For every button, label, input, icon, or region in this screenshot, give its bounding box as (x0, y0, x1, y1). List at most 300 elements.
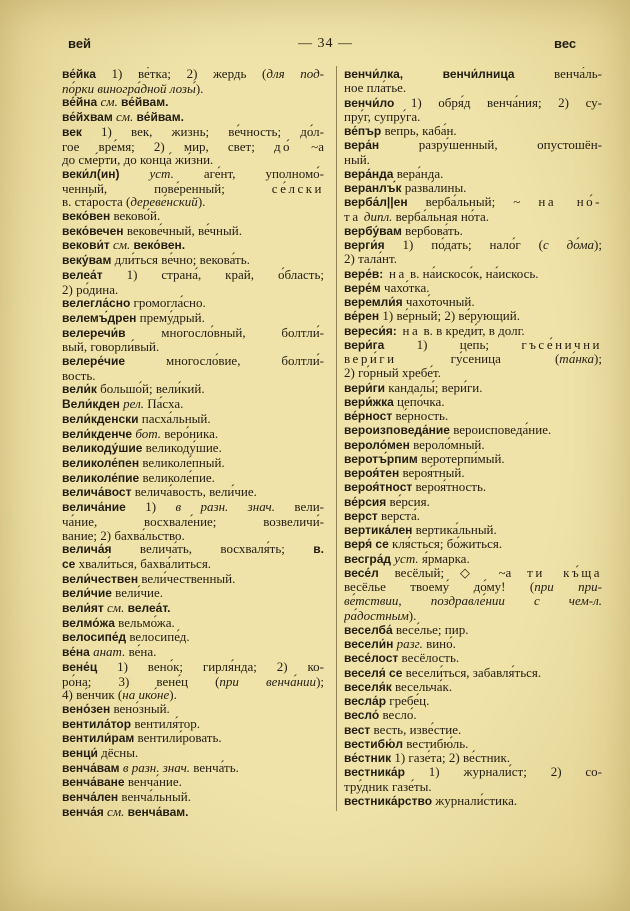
headword: венча́я (62, 804, 104, 819)
dictionary-entry (62, 775, 324, 790)
entry-line (344, 594, 602, 608)
entry-line (344, 694, 602, 708)
translation-text: весельча́к. (391, 678, 453, 694)
headword: вере́в: (344, 266, 384, 281)
headword: венци́ (62, 746, 98, 761)
headword: ве́стник (344, 751, 392, 765)
entry-line (344, 224, 602, 238)
dictionary-entry (62, 761, 324, 776)
translation-text: вентили́ровать. (134, 730, 222, 746)
headword: весе́лост (344, 651, 399, 666)
entry-line (62, 354, 324, 369)
dictionary-entry (344, 495, 602, 509)
entry-line (62, 340, 324, 354)
headword: век (62, 124, 82, 139)
headword: ве́на (62, 645, 90, 660)
headword: великоду́шие (62, 441, 143, 456)
dictionary-entry (344, 452, 602, 466)
entry-line (62, 182, 324, 196)
headword: великоле́пен (62, 455, 140, 470)
translation-text: весёлый; ◇ ~а (378, 564, 528, 580)
headword: вероло́мен (344, 437, 410, 452)
translation-text: 1) ве́рный; 2) ве́рующий. (379, 308, 520, 324)
translation-text: вертика́льный. (412, 522, 497, 537)
running-head-first-word: вей (68, 36, 92, 51)
translation-text: вероя́тный. (399, 465, 465, 480)
headword: венчи́лка, венчи́лница (344, 67, 515, 81)
dictionary-entry (62, 253, 324, 268)
entry-line (62, 311, 324, 326)
headword: веселя́к (344, 679, 392, 694)
spaced-text: гъсе́нични (521, 336, 602, 352)
usage-label: анат. (89, 644, 126, 660)
translation-text: велосипе́д. (126, 629, 190, 645)
spaced-text: на (396, 322, 421, 338)
headword: венча́ване (62, 775, 125, 790)
entry-line (344, 267, 602, 281)
dictionary-entry (62, 660, 324, 702)
translation-text: венча́ль- (514, 67, 602, 81)
entry-line (344, 81, 602, 95)
translation-text: векове́чный, ве́чный. (123, 222, 242, 238)
entry-line (344, 552, 602, 566)
entry-line (344, 438, 602, 452)
translation-text: Па́сха. (144, 396, 184, 412)
usage-label: на ико́не (122, 687, 170, 703)
dictionary-entry (344, 195, 602, 224)
entry-line (62, 529, 324, 543)
headword: весе́л (344, 565, 379, 580)
headword: вери́га (344, 337, 385, 352)
headword: вест (344, 722, 371, 737)
usage-label: при при- (534, 579, 602, 594)
translation-text: пасха́льный. (138, 410, 211, 426)
headword: венча́вам. (127, 804, 189, 819)
translation-text: громогла́сно. (130, 295, 206, 311)
entry-line (344, 338, 602, 352)
column-rule (336, 66, 337, 811)
usage-label: см. (112, 109, 137, 125)
headword: венча́лен (62, 790, 119, 805)
dictionary-entry (344, 680, 602, 694)
headword: велича́вост (62, 485, 132, 500)
translation-text: 1) обря́д венча́ния; 2) су- (394, 94, 602, 110)
translation-text: великоле́пие. (139, 469, 215, 485)
usage-label: по́рки виногра́дной лозы́ (62, 80, 196, 96)
entry-line (344, 324, 602, 338)
dictionary-entry (62, 427, 324, 442)
entry-line (344, 281, 602, 295)
headword: веко́вечен (62, 223, 124, 238)
dictionary-entry (344, 395, 602, 409)
entry-line (62, 731, 324, 746)
dictionary-entry (344, 309, 602, 323)
headword: вене́ц (62, 659, 98, 674)
headword: ве́йка (62, 67, 96, 81)
translation-text: вера́нда. (393, 165, 444, 181)
dictionary-entry (62, 717, 324, 732)
entry-line (62, 427, 324, 442)
headword: велемъ́дрен (62, 310, 137, 325)
entry-line (62, 616, 324, 631)
headword: веко́вен. (133, 238, 186, 253)
dictionary-entry (62, 167, 324, 209)
dictionary-entry (62, 805, 324, 820)
headword: веку́вам (62, 253, 112, 268)
dictionary-entry (62, 224, 324, 239)
dictionary-entry (62, 311, 324, 326)
entry-line (344, 637, 602, 651)
translation-text: великоду́шие. (142, 440, 222, 456)
translation-text: 1) (125, 499, 176, 515)
dictionary-entry (344, 324, 602, 338)
entry-line (344, 523, 602, 537)
headword: велеречи́в (62, 325, 126, 340)
translation-text: ро́на; 3) вене́ц ( (62, 673, 220, 689)
dictionary-entry (62, 125, 324, 167)
entry-line (62, 153, 324, 167)
translation-text: чахо́тка. (380, 279, 430, 295)
translation-text: ный. (344, 151, 370, 167)
entry-line (62, 688, 324, 702)
dictionary-entry (62, 268, 324, 296)
translation-text: 2) ро́дина. (62, 281, 119, 297)
headword: вели́ят (62, 601, 104, 616)
entry-line (62, 586, 324, 601)
entry-line (62, 601, 324, 616)
dictionary-entry (344, 708, 602, 722)
dictionary-entry (344, 138, 602, 167)
translation-text: 4) ве́нчик ( (62, 687, 123, 703)
entry-line (344, 466, 602, 480)
spaced-text: на (383, 265, 407, 281)
right-column (344, 67, 602, 808)
headword: вели́кденски (62, 411, 139, 426)
translation-text: 1) по́дать; нало́г ( (384, 237, 543, 252)
translation-text: 1) газе́та; 2) ве́стник. (391, 750, 511, 765)
dictionary-entry (62, 456, 324, 471)
headword: венчи́ло (344, 95, 395, 110)
entry-line (62, 238, 324, 253)
entry-line (344, 352, 602, 366)
entry-line (62, 369, 324, 383)
dictionary-entry (344, 338, 602, 381)
translation-text: цепо́чка. (393, 393, 445, 409)
translation-text: 1) журнали́ст; 2) со- (404, 764, 602, 780)
dictionary-entry (62, 471, 324, 486)
translation-text: разру́шенный, опустошён- (379, 137, 602, 153)
usage-label: в разн. знач. (175, 499, 275, 515)
dictionary-entry (344, 438, 602, 452)
translation-text: вание; 2) бахва́льство. (62, 527, 185, 543)
entry-line (344, 708, 602, 722)
entry-line (344, 666, 602, 680)
translation-text: вентиля́тор. (131, 715, 200, 731)
translation-text: вели́чественный. (138, 570, 236, 586)
dictionary-entry (344, 723, 602, 737)
entry-line (344, 381, 602, 395)
dictionary-entry (62, 702, 324, 717)
entry-line (62, 397, 324, 412)
translation-text: 1) вено́к; гирля́нда; 2) ко- (97, 658, 324, 674)
headword: Вели́кден (62, 397, 120, 412)
entry-line (62, 790, 324, 805)
headword: великоле́пие (62, 470, 140, 485)
entry-line (62, 557, 324, 572)
entry-line (344, 723, 602, 737)
dictionary-entry (62, 731, 324, 746)
translation-text: весели́ться, забавля́ться. (402, 664, 542, 680)
translation-text: вели́чие. (111, 585, 163, 601)
translation-text: ); (594, 351, 602, 366)
translation-text: журнали́стика. (432, 792, 518, 808)
entry-line (344, 110, 602, 124)
spaced-text: вери́ги (344, 351, 397, 366)
translation-text: 1) век, жизнь; ве́чность; до́л- (81, 123, 324, 139)
entry-line (62, 542, 324, 557)
headword: в. (313, 542, 324, 557)
translation-text: гу́сеница ( (396, 351, 560, 366)
dictionary-entry (62, 296, 324, 311)
dictionary-entry (344, 381, 602, 395)
usage-label: см. (103, 803, 128, 819)
translation-text: вельмо́жа. (114, 614, 175, 630)
translation-text: кандалы́; вери́ги. (384, 379, 483, 395)
entry-line (344, 238, 602, 252)
translation-text: гое вре́мя; 2) мир, свет; (62, 138, 274, 154)
headword: веря́ се (344, 537, 389, 552)
headword: велича́ние (62, 500, 126, 515)
dictionary-entry (62, 572, 324, 587)
headword: веротъ́рпим (344, 451, 418, 466)
entry-line (344, 295, 602, 309)
entry-line (344, 480, 602, 494)
headword: вереси́я: (344, 323, 397, 338)
entry-line (344, 566, 602, 580)
translation-text: дёсны. (97, 745, 139, 761)
usage-label: в разн. знач. (119, 759, 191, 775)
translation-text: 1) страна́, край, о́бласть; (102, 266, 324, 282)
headword: ве́йхвам (62, 110, 113, 125)
translation-text: вестибю́ль. (402, 735, 469, 751)
translation-text: чахо́точный. (402, 294, 475, 309)
headword: вентила́тор (62, 716, 132, 731)
spaced-text: ти къ́ща (527, 564, 602, 580)
dictionary-entry (62, 354, 324, 382)
entry-line (62, 140, 324, 154)
dictionary-entry (344, 523, 602, 537)
translation-text: ~а (292, 138, 324, 154)
dictionary-entry (344, 794, 602, 808)
headword: вере́м (344, 280, 381, 295)
entry-line (62, 209, 324, 224)
entry-line (62, 630, 324, 645)
dictionary-entry (344, 267, 602, 281)
dictionary-entry (62, 209, 324, 224)
translation-text: кля́сться; бо́житься. (388, 536, 503, 552)
dictionary-entry (344, 238, 602, 267)
entry-line (62, 224, 324, 239)
translation-text: большо́й; вели́кий. (96, 381, 205, 397)
translation-text: прему́дрый. (136, 309, 205, 325)
headword: венча́вам (62, 760, 120, 775)
dictionary-entry (344, 224, 602, 238)
translation-text: дли́ться ве́чно; векова́ть. (111, 252, 250, 268)
entry-line (62, 675, 324, 689)
headword: веки́л(ин) (62, 166, 120, 181)
translation-text: в. на́искосо́к, на́искось. (406, 265, 539, 281)
translation-text: ное пла́тье. (344, 80, 407, 96)
translation-text: разва́лины. (401, 180, 467, 195)
entry-line (62, 67, 324, 82)
entry-line (344, 409, 602, 423)
translation-text: ). (195, 80, 204, 96)
translation-text: вено́зный. (110, 700, 170, 716)
dictionary-entry (62, 441, 324, 456)
dictionary-entry (62, 412, 324, 427)
headword: весло́ (344, 708, 380, 723)
usage-label: бот. (132, 425, 161, 441)
entry-line (62, 441, 324, 456)
translation-text: весло́. (379, 707, 417, 723)
entry-line (62, 110, 324, 125)
translation-text: пру́г, супру́га. (344, 108, 421, 124)
translation-text: в. в креди́т, в долг. (420, 322, 525, 338)
translation-text: многосло́вный, болтли́- (125, 324, 324, 340)
dictionary-entry (62, 645, 324, 660)
entry-line (62, 326, 324, 341)
translation-text: венча́ние. (124, 774, 182, 790)
headword: веселба́ (344, 622, 393, 637)
translation-text: великоле́пный. (139, 454, 225, 470)
translation-text: вероисповеда́ние. (449, 422, 552, 438)
entry-line (62, 515, 324, 529)
entry-line (344, 537, 602, 551)
translation-text: ве́рность. (392, 408, 449, 423)
translation-text: ча́ние, восхвале́ние; возвеличи́- (62, 513, 324, 529)
entry-line (344, 366, 602, 380)
entry-line (62, 382, 324, 397)
entry-line (62, 253, 324, 268)
dictionary-entry (62, 397, 324, 412)
translation-text: аге́нт, уполномо́- (173, 165, 324, 181)
entry-line (344, 67, 602, 81)
headword: весла́р (344, 694, 387, 708)
entry-line (344, 737, 602, 751)
page-number: — 34 — (298, 36, 353, 51)
translation-text: хвали́ться, бахва́литься. (75, 555, 212, 571)
dictionary-entry (344, 281, 602, 295)
translation-text: весе́лье; пир. (392, 621, 469, 637)
entry-line (62, 500, 324, 515)
dictionary-entry (62, 616, 324, 631)
dictionary-entry (62, 67, 324, 95)
translation-text: до сме́рти, до конца́ жи́зни. (62, 152, 214, 168)
usage-label: уст. (119, 165, 174, 181)
entry-line (344, 580, 602, 594)
dictionary-entry (344, 509, 602, 523)
dictionary-entry (344, 295, 602, 309)
entry-line (62, 805, 324, 820)
translation-text: веротерпи́мый. (417, 450, 505, 466)
entry-line (344, 167, 602, 181)
headword: ве́рност (344, 409, 393, 423)
dictionary-entry (344, 694, 602, 708)
headword: вели́к (62, 382, 97, 397)
headword: вестника́р (344, 765, 405, 780)
headword: велере́чие (62, 354, 126, 369)
translation-text: 1) цепь; (384, 336, 522, 352)
entry-line (62, 702, 324, 717)
entry-line (344, 138, 602, 152)
entry-line (344, 680, 602, 694)
entry-line (344, 780, 602, 794)
headword: вера́н (344, 138, 380, 153)
dictionary-entry (344, 409, 602, 423)
headword: велича́я (62, 542, 112, 557)
translation-text: в. ста́роста ( (62, 194, 131, 210)
usage-label: та́нка (559, 351, 595, 366)
headword: велегла́сно (62, 296, 131, 311)
headword: весели́н (344, 637, 394, 651)
entry-line (344, 153, 602, 167)
headword: вера́нда (344, 166, 394, 181)
entry-line (344, 395, 602, 409)
headword: верба́л||ен (344, 195, 408, 210)
dictionary-entry (344, 765, 602, 794)
usage-label: с до́ма (542, 237, 595, 252)
dictionary-entry (344, 96, 602, 125)
entry-line (62, 125, 324, 140)
dictionary-entry (344, 124, 602, 138)
dictionary-entry (62, 382, 324, 397)
entry-line (344, 423, 602, 437)
headword: векови́т (62, 238, 110, 253)
translation-text: вероло́мный. (409, 436, 485, 452)
translation-text: вость. (62, 367, 96, 383)
headword: вероя́тност (344, 480, 413, 495)
dictionary-entry (62, 586, 324, 601)
headword: веремли́я (344, 295, 403, 309)
entry-line (62, 283, 324, 297)
headword: вентили́рам (62, 731, 135, 746)
entry-line (344, 794, 602, 808)
usage-label: дипл. (360, 208, 393, 224)
headword: вероя́тен (344, 466, 400, 480)
entry-line (62, 717, 324, 732)
usage-label: для под- (266, 67, 324, 81)
entry-line (62, 95, 324, 110)
usage-label: рел. (119, 396, 145, 412)
translation-text: ве́на. (125, 644, 157, 660)
usage-label: дереве́нский (130, 194, 198, 210)
dictionary-entry (62, 790, 324, 805)
usage-label: см. (109, 237, 134, 253)
headword: велеа́т. (127, 601, 171, 616)
entry-line (344, 751, 602, 765)
dictionary-entry (344, 181, 602, 195)
translation-text: весть, изве́стие. (370, 721, 462, 737)
translation-text: ); (594, 237, 602, 252)
translation-text: весёлость. (398, 650, 460, 666)
entry-line (344, 309, 602, 323)
usage-label: см. (97, 94, 122, 110)
dictionary-entry (344, 651, 602, 665)
translation-text: вино́. (422, 636, 456, 651)
entry-line (344, 210, 602, 224)
spaced-text: на но́- (538, 194, 602, 210)
entry-line (344, 509, 602, 523)
